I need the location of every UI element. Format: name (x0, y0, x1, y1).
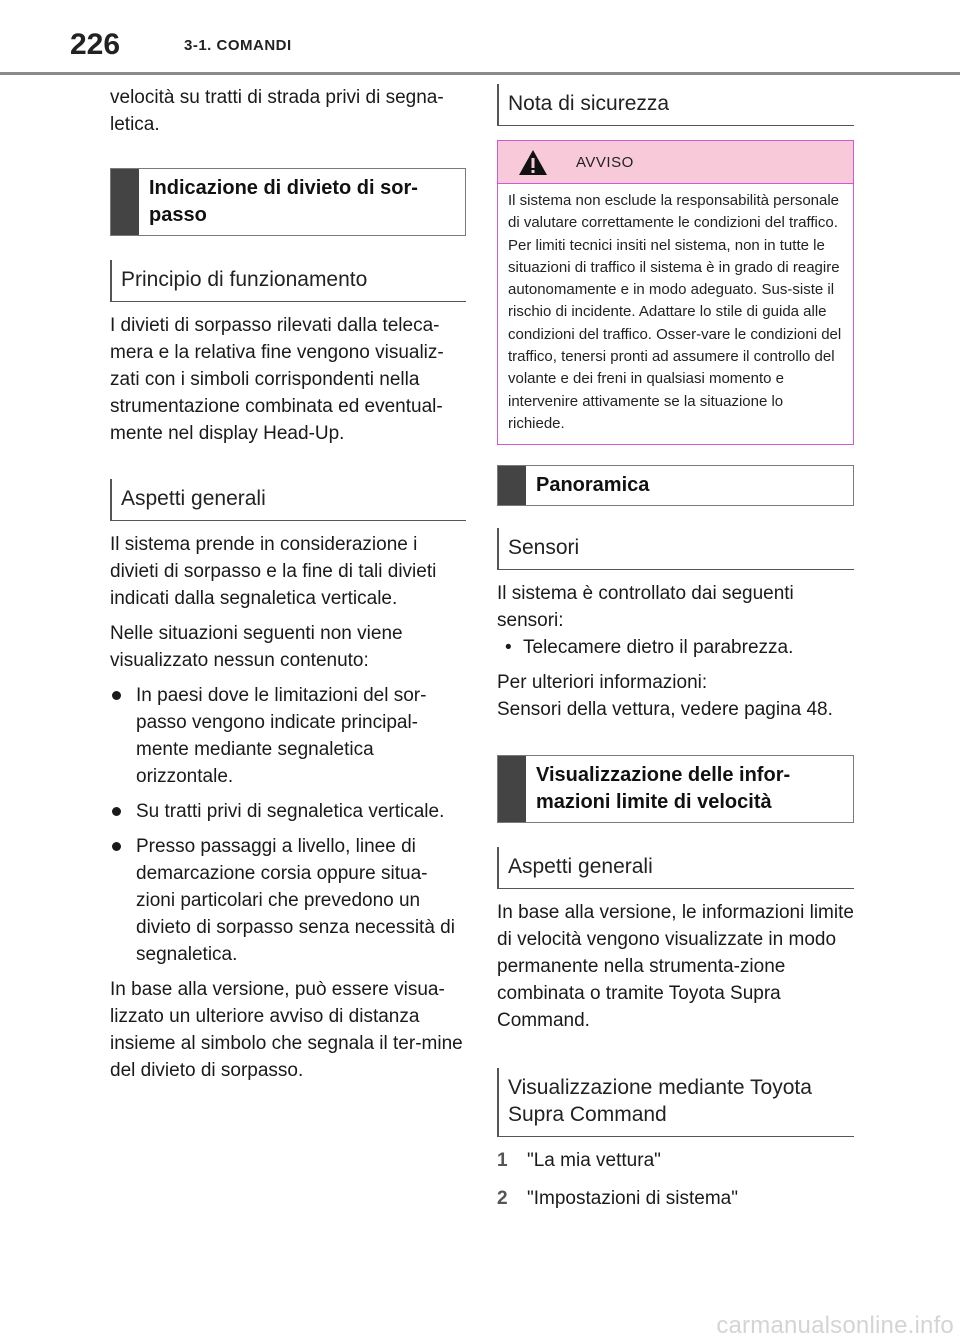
paragraph-sensors: Il sistema è controllato dai seguenti sensori: (497, 583, 794, 632)
warning-box (497, 140, 854, 445)
header-divider (0, 72, 960, 75)
step-item: 1 "La mia vettura" (497, 1147, 854, 1174)
page-number: 226 (70, 28, 121, 61)
warning-header (498, 141, 853, 184)
warning-text: Il sistema non esclude la responsabilità personale di valutare correttamente le condizioni del traffico. Per limiti tecnici insiti nel sistema, non in tutte le situazioni di traffico il sistema è in grado di reagire autonomamente e in modo adeguato. Sus-siste il rischio di incidente. Adattare lo stile di guida alle condizioni del traffico. Osser-vare le condizioni del traffico, tenersi pronti ad assumere il controllo del volante e dei freni in qualsiasi momento e intervenire attivamente se la situazione lo richiede. (508, 192, 842, 432)
section-heading-overview (497, 465, 854, 506)
right-column (497, 84, 854, 1223)
bullet-list (110, 682, 466, 968)
section-title: Panoramica (536, 474, 650, 497)
step-number: 1 (497, 1150, 508, 1172)
section-bar (498, 466, 526, 505)
paragraph-more-info: Per ulteriori informazioni: (497, 672, 708, 694)
section-heading-speed-limit (497, 755, 854, 823)
subheading-principle: Principio di funzionamento (110, 260, 466, 302)
step-item: 2 "Impostazioni di sistema" (497, 1185, 854, 1212)
subheading-supra-command: Visualizzazione mediante Toyota Supra Command (497, 1068, 854, 1137)
steps-list (497, 1147, 854, 1212)
list-item: • Telecamere dietro il parabrezza. (497, 634, 854, 661)
paragraph-no-content: Nelle situazioni seguenti non viene visualizzato nessun contenuto: (110, 623, 403, 671)
bullet-mark: • (505, 637, 512, 659)
subheading-general-2: Aspetti generali (497, 847, 854, 889)
list-item: Presso passaggi a livello, linee di demarcazione corsia oppure situa-zioni particolari che prevedono un divieto di sorpasso senza necessità di segnaletica. (110, 833, 466, 968)
left-column (110, 84, 466, 1092)
list-item: Su tratti privi di segnaletica verticale. (110, 798, 466, 825)
list-item: In paesi dove le limitazioni del sor-passo vengono indicate principal-mente mediante segnaletica orizzontale. (110, 682, 466, 790)
subheading-general: Aspetti generali (110, 479, 466, 521)
section-title: Indicazione di divieto di sor-passo (149, 177, 418, 226)
paragraph-page-ref: Sensori della vettura, vedere pagina 48. (497, 699, 833, 721)
subheading-safety: Nota di sicurezza (497, 84, 854, 126)
subheading-sensors: Sensori (497, 528, 854, 570)
section-title: Visualizzazione delle infor-mazioni limite di velocità (536, 764, 791, 814)
watermark: carmanualsonline.info (716, 1312, 954, 1339)
bullet-icon (112, 807, 121, 816)
paragraph-principle: I divieti di sorpasso rilevati dalla teleca-mera e la relativa fine vengono visualiz-zati con i simboli corrispondenti nella strumentazione combinata ed eventual-mente nel display Head-Up. (110, 315, 444, 444)
chapter-title: 3-1. COMANDI (184, 37, 292, 54)
paragraph-general: Il sistema prende in considerazione i divieti di sorpasso e la fine di tali divieti indicati dalla segnaletica verticale. (110, 534, 437, 609)
warning-label: AVVISO (576, 153, 634, 171)
section-bar (498, 756, 526, 822)
paragraph-speed-info: In base alla versione, le informazioni limite di velocità vengono visualizzate in modo permanente nella strumenta-zione combinata o tramite Toyota Supra Command. (497, 902, 854, 1032)
bullet-icon (112, 691, 121, 700)
step-number: 2 (497, 1188, 508, 1210)
section-bar (111, 169, 139, 235)
bullet-icon (112, 842, 121, 851)
section-heading-overtaking (110, 168, 466, 236)
warning-triangle-icon (518, 149, 548, 176)
intro-paragraph: velocità su tratti di strada privi di segna-letica. (110, 87, 444, 135)
sensor-list (497, 634, 854, 661)
paragraph-version: In base alla versione, può essere visua-lizzato un ulteriore avviso di distanza insieme al simbolo che segnala il ter-mine del divieto di sorpasso. (110, 979, 463, 1081)
